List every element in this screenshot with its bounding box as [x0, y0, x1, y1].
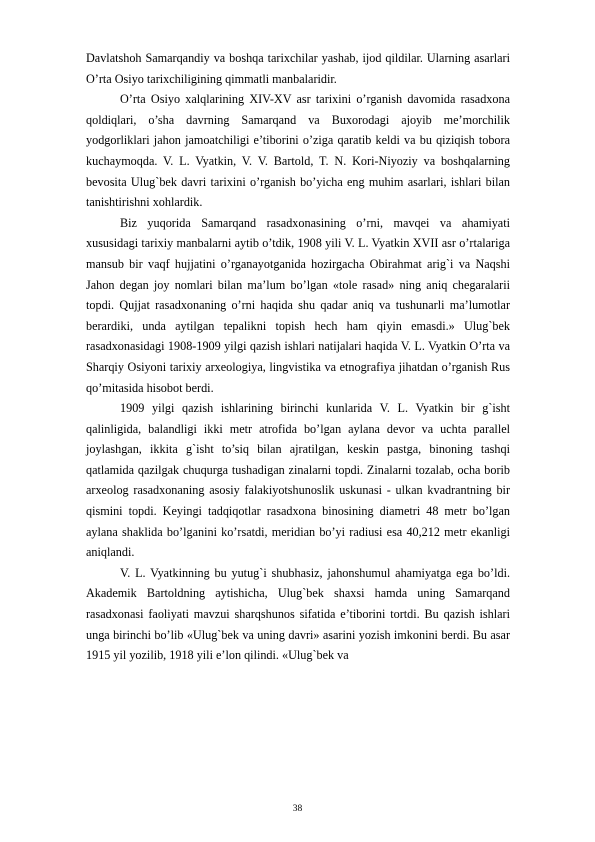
- paragraph-5: V. L. Vyatkinning bu yutug`i shubhasiz, jahonshumul ahamiyatga ega bo’ldi. Akademik Bartoldning aytishicha, Ulug`bek shaxsi hamda uning Samarqand rasadxonasi faoliyati mavzui sharqshunos sifatida e’tiborini tortdi. Bu qazish ishlari unga birinchi bo’lib «Ulug`bek va uning davri» asarini yozish imkonini berdi. Bu asar 1915 yil yozilib, 1918 yili e’lon qilindi. «Ulug`bek va: [86, 565, 510, 663]
- paragraph-4: 1909 yilgi qazish ishlarining birinchi kunlarida V. L. Vyatkin bir g`isht qalinligida, balandligi ikki metr atrofida bo’lgan aylana devor va uchta parallel joylashgan, ikkita g`isht to’siq bilan ajratilgan, keskin pastga, binoning tashqi qatlamida qazilgak chuqurga tushadigan zinalarni topdi. Zinalarni tozalab, ocha borib arxeolog rasadxonaning asosiy falakiyotshunoslik uskunasi - ulkan kvadrantning bir qismini topdi. Keyingi tadqiqotlar rasadxona binosining diametri 48 metr bo’lgan aylana shaklida bo’lganini ko’rsatdi, meridian bo’yi radiusi esa 40,212 metr ekanligi aniqlandi.: [86, 401, 510, 560]
- paragraph-3: Biz yuqorida Samarqand rasadxonasining o’rni, mavqei va ahamiyati xususidagi tarixiy manbalarni aytib o’tdik, 1908 yili V. L. Vyatkin XVII asr o’rtalariga mansub bir vaqf hujjatini o’rganayotganida hozirgacha Obirahmat arig`i va Naqshi Jahon degan joy nomlari bilan ma’lum bo’lgan «tole rasad» ning aniq chegaralarii topdi. Qujjat rasadxonaning o’rni haqida shu qadar aniq va tushunarli ma’lumotlar berardiki, unda aytilgan tepalikni topish hech ham qiyin emasdi.» Ulug`bek rasadxonasidagi 1908-1909 yilgi qazish ishlari natijalari haqida V. L. Vyatkin O’rta va Sharqiy Osiyoni tarixiy arxeologiya, lingvistika va etnografiya jihatdan o’rganish Rus qo’mitasida hisobot berdi.: [86, 215, 510, 395]
- page-number: 38: [292, 804, 303, 814]
- body-text: [86, 48, 510, 666]
- paragraph-1: Davlatshoh Samarqandiy va boshqa tarixchilar yashab, ijod qildilar. Ularning asarlari O’rta Osiyo tarixchiligining qimmatli manbalaridir.: [86, 51, 510, 86]
- paragraph-2: O’rta Osiyo xalqlarining XIV-XV asr tarixini o’rganish davomida rasadxona qoldiqlari, o’sha davrning Samarqand va Buxorodagi ajoyib me’morchilik yodgorliklari jahon jamoatchiligi e’tiborini o’ziga qaratib keldi va bu qiziqish tobora kuchaymoqda. V. L. Vyatkin, V. V. Bartold, T. N. Kori-Niyoziy va boshqalarning bevosita Ulug`bek davri tarixini o’rganish bo’yicha eng muhim asarlari, ishlari bilan tanishtirishni xohlardik.: [86, 92, 510, 210]
